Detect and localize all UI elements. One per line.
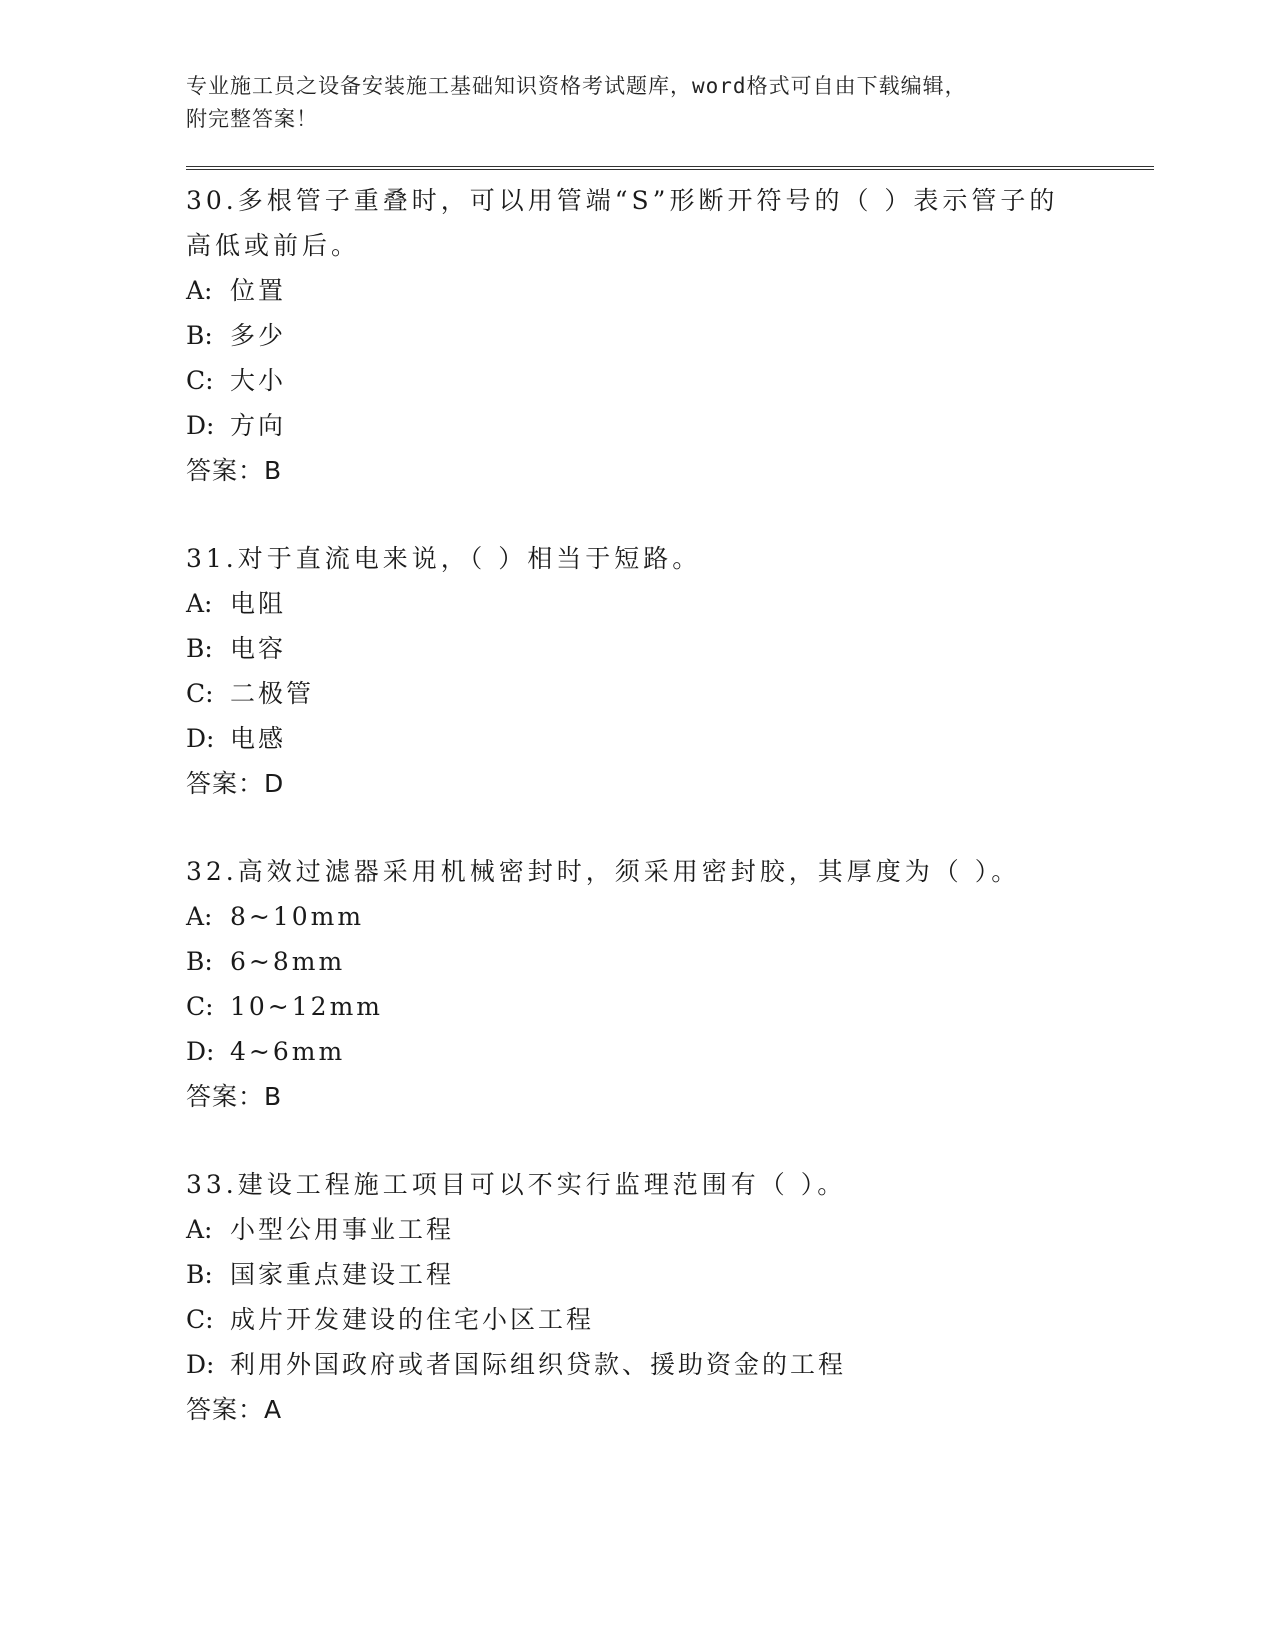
header-line-1: 专业施工员之设备安装施工基础知识资格考试题库，word格式可自由下载编辑， bbox=[186, 74, 967, 98]
option-letter: C: bbox=[186, 679, 214, 708]
question-text: 32.高效过滤器采用机械密封时，须采用密封胶，其厚度为（ ）。 bbox=[186, 857, 1021, 886]
option-text: 电容 bbox=[230, 634, 287, 663]
option-letter: A: bbox=[186, 1215, 213, 1244]
option-letter: C: bbox=[186, 992, 214, 1021]
option-text: 10~12mm bbox=[230, 992, 383, 1021]
option-c bbox=[186, 1297, 1154, 1342]
option-c bbox=[186, 671, 1154, 716]
option-text: 国家重点建设工程 bbox=[230, 1260, 455, 1289]
answer-label: 答案：A bbox=[186, 1395, 283, 1424]
option-c bbox=[186, 984, 1154, 1029]
option-b bbox=[186, 626, 1154, 671]
option-letter: B: bbox=[186, 634, 213, 663]
question-31 bbox=[186, 536, 1154, 806]
option-text: 成片开发建设的住宅小区工程 bbox=[230, 1305, 595, 1334]
header-line-2: 附完整答案！ bbox=[186, 107, 318, 131]
option-letter: D: bbox=[186, 724, 215, 753]
option-letter: B: bbox=[186, 947, 213, 976]
header-divider bbox=[186, 166, 1154, 170]
question-list bbox=[186, 178, 1154, 1432]
question-text: 33.建设工程施工项目可以不实行监理范围有（ ）。 bbox=[186, 1170, 847, 1199]
answer-label: 答案：B bbox=[186, 1082, 283, 1111]
answer-label: 答案：D bbox=[186, 769, 285, 798]
option-letter: C: bbox=[186, 1305, 214, 1334]
option-d bbox=[186, 1342, 1154, 1387]
option-text: 位置 bbox=[230, 276, 287, 305]
option-a bbox=[186, 1207, 1154, 1252]
option-text: 电感 bbox=[230, 724, 287, 753]
question-30 bbox=[186, 178, 1154, 493]
option-letter: C: bbox=[186, 366, 214, 395]
option-letter: B: bbox=[186, 1260, 213, 1289]
option-letter: D: bbox=[186, 1037, 215, 1066]
option-text: 二极管 bbox=[230, 679, 315, 708]
question-32 bbox=[186, 849, 1154, 1119]
option-text: 多少 bbox=[230, 321, 287, 350]
option-letter: A: bbox=[186, 589, 213, 618]
option-letter: A: bbox=[186, 276, 213, 305]
question-text: 30.多根管子重叠时，可以用管端“S”形断开符号的（ ）表示管子的高低或前后。 bbox=[186, 186, 1059, 260]
option-text: 方向 bbox=[230, 411, 287, 440]
option-letter: D: bbox=[186, 411, 215, 440]
option-a bbox=[186, 268, 1154, 313]
option-letter: D: bbox=[186, 1350, 215, 1379]
document-page bbox=[186, 70, 1154, 1475]
option-c bbox=[186, 358, 1154, 403]
option-text: 电阻 bbox=[230, 589, 287, 618]
option-text: 大小 bbox=[230, 366, 287, 395]
option-b bbox=[186, 313, 1154, 358]
option-text: 8~10mm bbox=[230, 902, 365, 931]
option-d bbox=[186, 716, 1154, 761]
option-b bbox=[186, 939, 1154, 984]
answer-label: 答案：B bbox=[186, 456, 283, 485]
option-text: 利用外国政府或者国际组织贷款、援助资金的工程 bbox=[230, 1350, 847, 1379]
option-text: 小型公用事业工程 bbox=[230, 1215, 455, 1244]
option-letter: B: bbox=[186, 321, 213, 350]
option-a bbox=[186, 581, 1154, 626]
option-d bbox=[186, 403, 1154, 448]
question-text: 31.对于直流电来说，（ ）相当于短路。 bbox=[186, 544, 702, 573]
option-d bbox=[186, 1029, 1154, 1074]
option-text: 6~8mm bbox=[230, 947, 346, 976]
document-header bbox=[186, 70, 1154, 136]
option-a bbox=[186, 894, 1154, 939]
question-33 bbox=[186, 1162, 1154, 1432]
option-b bbox=[186, 1252, 1154, 1297]
option-text: 4~6mm bbox=[230, 1037, 346, 1066]
option-letter: A: bbox=[186, 902, 213, 931]
